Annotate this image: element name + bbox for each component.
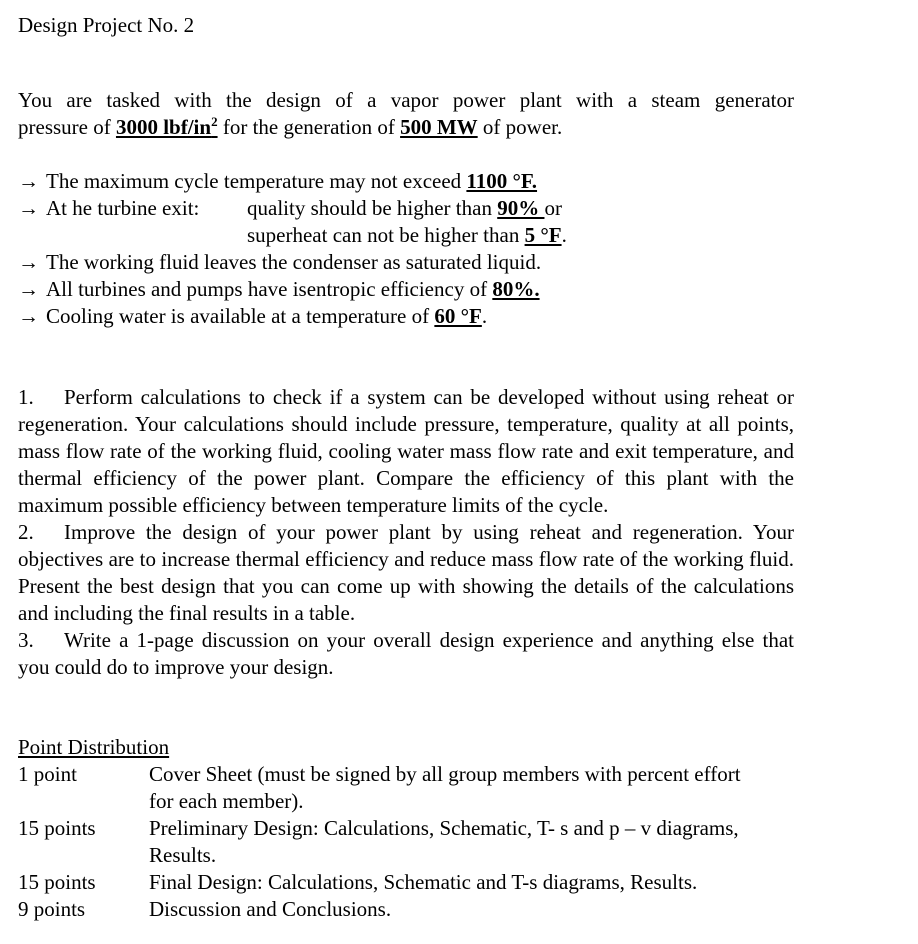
turbine-exit-label: At he turbine exit: (46, 196, 200, 220)
point-value: 9 points (18, 897, 86, 921)
task-text: Improve the design of your power plant by using reheat and regeneration. Your objectives are to increase thermal efficiency and reduce mass flow rate of the working fluid. Present the best design that you can come up with showing the details of the calculations and including the final results in a table. (18, 520, 794, 625)
requirement-turbine-exit (18, 195, 818, 222)
requirements-list (18, 168, 818, 330)
point-value: 15 points (18, 870, 96, 894)
task-number: 2. (18, 520, 34, 544)
point-row (18, 815, 818, 869)
power-value: 500 MW (400, 115, 478, 139)
task-text: Perform calculations to check if a system can be developed without using reheat or regeneration. Your calculations should include pressure, temperature, quality at all points, mass flow rate of the working fluid, cooling water mass flow rate and exit temperature, and thermal efficiency of the power plant. Compare the efficiency of this plant with the maximum possible efficiency between temperature limits of the cycle. (18, 385, 794, 517)
task-number: 1. (18, 385, 34, 409)
requirement-cooling-water (18, 303, 818, 330)
point-description: Discussion and Conclusions. (149, 897, 392, 921)
point-row (18, 896, 818, 923)
requirement-text: quality should be higher than (247, 196, 498, 220)
requirement-max-temperature (18, 168, 818, 195)
intro-paragraph (18, 87, 794, 141)
requirement-text: Cooling water is available at a temperature of (46, 304, 435, 328)
requirement-efficiency (18, 276, 818, 303)
task-item (18, 384, 794, 519)
requirement-condenser (18, 249, 818, 276)
pressure-value-text: 3000 lbf/in (115, 115, 212, 139)
point-description: Final Design: Calculations, Schematic and T-s diagrams, Results. (149, 870, 698, 894)
task-item (18, 519, 794, 627)
task-list (18, 384, 794, 681)
page-title: Design Project No. 2 (18, 13, 195, 37)
point-row (18, 761, 818, 815)
point-description: Preliminary Design: Calculations, Schematic, T- s and p – v diagrams, Results. (149, 816, 739, 867)
right-arrow-icon: → (18, 196, 39, 220)
task-item (18, 627, 794, 681)
quality-value: 90% (497, 196, 545, 220)
task-number: 3. (18, 628, 34, 652)
requirement-suffix: or (544, 196, 562, 220)
requirement-text: The working fluid leaves the condenser as saturated liquid. (46, 250, 542, 274)
right-arrow-icon: → (18, 277, 39, 301)
requirement-suffix: . (561, 223, 567, 247)
requirement-superheat (18, 222, 818, 249)
right-arrow-icon: → (18, 169, 39, 193)
efficiency-value: 80%. (492, 277, 540, 301)
intro-generation-text: for the generation of (217, 115, 401, 139)
point-row (18, 869, 818, 896)
max-temperature-value: 1100 °F. (466, 169, 538, 193)
requirement-suffix: . (481, 304, 488, 328)
right-arrow-icon: → (18, 250, 39, 274)
superheat-value: 5 °F (524, 223, 562, 247)
point-distribution-heading: Point Distribution (18, 735, 170, 759)
intro-pressure-prefix: pressure of (18, 115, 116, 139)
requirement-text: All turbines and pumps have isentropic efficiency of (46, 277, 493, 301)
requirement-text: superheat can not be higher than (247, 223, 525, 247)
requirement-text: The maximum cycle temperature may not exceed (46, 169, 467, 193)
point-value: 1 point (18, 762, 77, 786)
intro-line-1: You are tasked with the design of a vapor power plant with a steam generator (18, 88, 794, 112)
intro-power-suffix: of power. (477, 115, 563, 139)
task-text: Write a 1-page discussion on your overall design experience and anything else that you could do to improve your design. (18, 628, 794, 679)
pressure-value (116, 115, 218, 139)
point-description: Cover Sheet (must be signed by all group members with percent effort for each member). (149, 762, 741, 813)
cooling-water-temp-value: 60 °F (434, 304, 482, 328)
right-arrow-icon: → (18, 304, 39, 328)
point-distribution (18, 734, 818, 923)
point-value: 15 points (18, 816, 96, 840)
pressure-exponent: 2 (211, 114, 218, 129)
